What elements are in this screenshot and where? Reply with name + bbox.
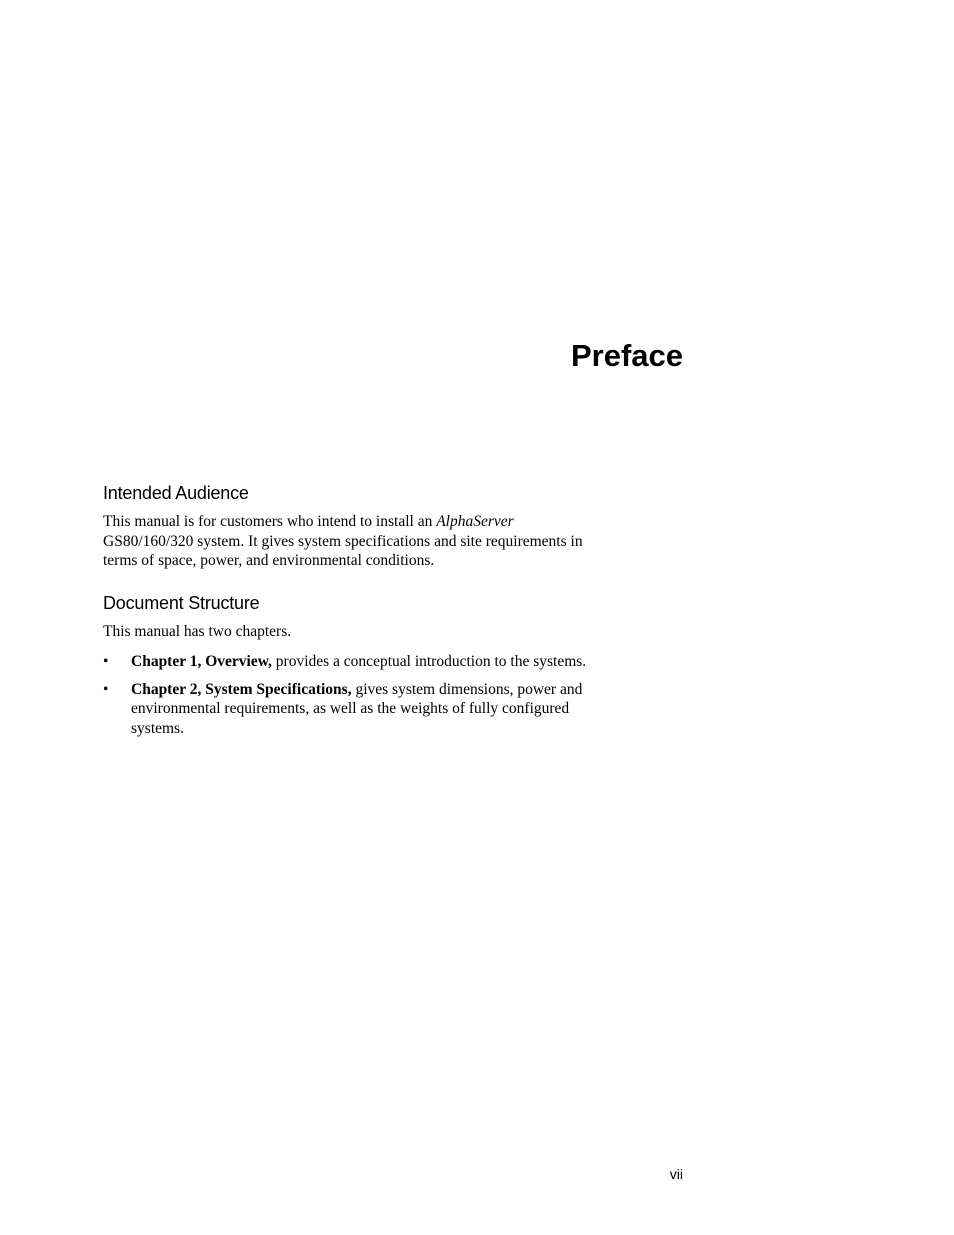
chapter-list [103,652,683,738]
list-item [103,680,683,739]
chapter-1-description: provides a conceptual introduction to the systems. [271,653,587,670]
chapter-1-title: Chapter 1, Overview, [131,653,272,670]
chapter-2-description-line3: systems. [131,719,184,737]
chapter-2-description-line1: gives system dimensions, power and [351,680,583,698]
product-name: AlphaServer [436,513,514,530]
intended-audience-line3: terms of space, power, and environmental conditions. [103,552,435,569]
chapter-2-description-line2: environmental requirements, as well as the weights of fully configured [131,700,570,717]
intended-audience-paragraph [103,512,683,571]
document-structure-heading: Document Structure [103,593,260,613]
intended-audience-heading: Intended Audience [103,483,249,503]
bullet-icon: • [103,680,109,698]
page-title: Preface [570,338,683,373]
intended-audience-line2: GS80/160/320 system. It gives system specifications and site requirements in [103,532,583,550]
page-number: vii [669,1166,683,1182]
bullet-icon: • [103,653,109,670]
document-structure-intro: This manual has two chapters. [103,623,292,640]
chapter-2-title: Chapter 2, System Specifications, [131,680,352,698]
intended-audience-text: This manual is for customers who intend to install an [103,513,437,530]
list-item [103,652,683,672]
